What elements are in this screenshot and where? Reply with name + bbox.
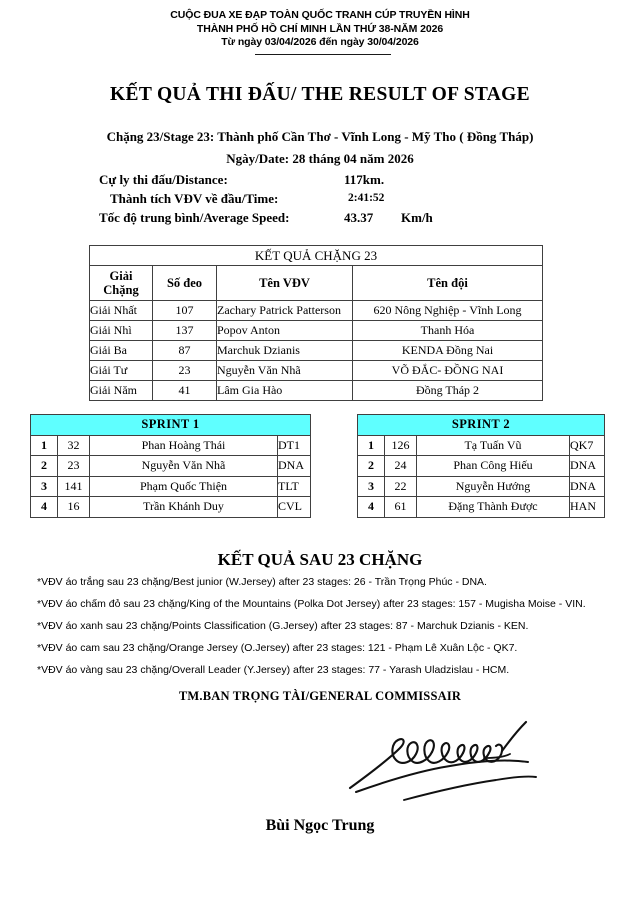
cell-name: Phạm Quốc Thiện	[90, 476, 278, 497]
table-row	[31, 497, 311, 518]
cell-position: 4	[31, 497, 58, 518]
table-row	[90, 301, 543, 321]
signature-role: TM.BAN TRỌNG TÀI/GENERAL COMMISSAIR	[178, 689, 462, 703]
result-table-title-row	[90, 246, 543, 266]
cell-position: 4	[358, 497, 385, 518]
cell-team: Đồng Tháp 2	[353, 381, 543, 401]
cell-position: 2	[31, 456, 58, 477]
cell-name: Popov Anton	[217, 321, 353, 341]
table-row	[31, 476, 311, 497]
jersey-line-yellow: *VĐV áo vàng sau 23 chặng/Overall Leader (Y.Jersey) after 23 stages: 77 - Yarash Uladzislau - HCM.	[37, 664, 510, 676]
result-table-header-row	[90, 266, 543, 301]
cell-team-code: CVL	[278, 497, 311, 518]
stat-time-value: 2:41:52	[348, 192, 385, 204]
result-table-title: KẾT QUẢ CHẶNG 23	[90, 246, 543, 266]
cell-bib: 23	[58, 456, 90, 477]
stat-time-label: Thành tích VĐV về đầu/Time:	[110, 191, 279, 206]
jersey-line-polka-dot: *VĐV áo chấm đỏ sau 23 chặng/King of the Mountains (Polka Dot Jersey) after 23 stages: 157 - Mugisha Moise - VIN.	[37, 598, 586, 610]
table-row	[90, 341, 543, 361]
cell-name: Nguyễn Hướng	[417, 476, 570, 497]
cell-bib: 32	[58, 435, 90, 456]
cell-team-code: HAN	[570, 497, 605, 518]
header-line-1: CUỘC ĐUA XE ĐẠP TOÀN QUỐC TRANH CÚP TRUYỀN HÌNH	[170, 9, 470, 21]
sprint-2-table	[357, 414, 605, 518]
cell-team: KENDA Đồng Nai	[353, 341, 543, 361]
cell-bib: 126	[385, 435, 417, 456]
cell-name: Lâm Gia Hào	[217, 381, 353, 401]
table-row	[31, 435, 311, 456]
cell-name: Nguyễn Văn Nhã	[217, 361, 353, 381]
signatory-name: Bùi Ngọc Trung	[265, 817, 375, 834]
table-row	[31, 456, 311, 477]
cell-bib: 23	[153, 361, 217, 381]
cell-team-code: QK7	[570, 435, 605, 456]
stat-distance-label: Cự ly thi đấu/Distance:	[99, 172, 228, 187]
cell-position: 1	[358, 435, 385, 456]
table-row	[358, 476, 605, 497]
header-divider	[255, 54, 391, 55]
table-row	[90, 361, 543, 381]
stage-date: Ngày/Date: 28 tháng 04 năm 2026	[226, 151, 414, 166]
cell-bib: 141	[58, 476, 90, 497]
table-row	[358, 435, 605, 456]
col-header-team: Tên đội	[353, 266, 543, 301]
cell-bib: 24	[385, 456, 417, 477]
cell-name: Tạ Tuấn Vũ	[417, 435, 570, 456]
sprint-2-title: SPRINT 2	[358, 415, 605, 436]
page-title: KẾT QUẢ THI ĐẤU/ THE RESULT OF STAGE	[110, 84, 530, 105]
col-header-rank	[90, 266, 153, 301]
cell-bib: 22	[385, 476, 417, 497]
table-row	[358, 497, 605, 518]
header-line-3: Từ ngày 03/04/2026 đến ngày 30/04/2026	[221, 36, 419, 48]
signature-image	[338, 710, 568, 815]
cell-bib: 61	[385, 497, 417, 518]
sprint-1-title: SPRINT 1	[31, 415, 311, 436]
sprint-2-title-row	[358, 415, 605, 436]
cell-name: Zachary Patrick Patterson	[217, 301, 353, 321]
stat-speed-label: Tốc độ trung bình/Average Speed:	[99, 210, 290, 225]
cell-position: 3	[31, 476, 58, 497]
cell-team-code: DNA	[570, 456, 605, 477]
jersey-line-orange: *VĐV áo cam sau 23 chặng/Orange Jersey (O.Jersey) after 23 stages: 121 - Phạm Lê Xuân Lộc - QK7.	[37, 642, 518, 654]
stat-distance-value: 117km.	[344, 172, 385, 187]
cell-name: Đặng Thành Được	[417, 497, 570, 518]
cell-bib: 87	[153, 341, 217, 361]
cell-bib: 41	[153, 381, 217, 401]
cell-team-code: DT1	[278, 435, 311, 456]
sprint-1-title-row	[31, 415, 311, 436]
cell-rank: Giải Ba	[90, 341, 153, 361]
standings-title: KẾT QUẢ SAU 23 CHẶNG	[217, 550, 423, 569]
cell-position: 2	[358, 456, 385, 477]
col-header-rank-line2: Chặng	[103, 283, 139, 297]
col-header-bib: Số đeo	[153, 266, 217, 301]
table-row	[358, 456, 605, 477]
stage-result-table	[89, 245, 543, 401]
col-header-name: Tên VĐV	[217, 266, 353, 301]
stat-speed-value: 43.37	[344, 210, 374, 225]
table-row	[90, 381, 543, 401]
cell-rank: Giải Năm	[90, 381, 153, 401]
jersey-line-white: *VĐV áo trắng sau 23 chặng/Best junior (W.Jersey) after 23 stages: 26 - Trần Trọng Phúc - DNA.	[37, 576, 487, 588]
cell-team-code: TLT	[278, 476, 311, 497]
stat-time	[99, 189, 549, 208]
stat-distance	[99, 170, 549, 189]
header-line-2: THÀNH PHỐ HỒ CHÍ MINH LẦN THỨ 38-NĂM 2026	[196, 22, 444, 35]
stage-stats	[99, 170, 549, 227]
cell-team-code: DNA	[278, 456, 311, 477]
jersey-standings-list	[37, 571, 612, 681]
cell-name: Marchuk Dzianis	[217, 341, 353, 361]
cell-bib: 137	[153, 321, 217, 341]
col-header-rank-line1: Giải	[109, 269, 133, 283]
jersey-line-green: *VĐV áo xanh sau 23 chặng/Points Classification (G.Jersey) after 23 stages: 87 - Marchuk Dzianis - KEN.	[37, 620, 529, 632]
cell-bib: 16	[58, 497, 90, 518]
stat-speed-unit: Km/h	[401, 210, 433, 225]
cell-name: Phan Hoàng Thái	[90, 435, 278, 456]
document-header	[0, 9, 640, 50]
cell-rank: Giải Nhì	[90, 321, 153, 341]
cell-bib: 107	[153, 301, 217, 321]
cell-name: Nguyễn Văn Nhã	[90, 456, 278, 477]
cell-team: VÕ ĐẮC- ĐỒNG NAI	[353, 361, 543, 381]
cell-rank: Giải Tư	[90, 361, 153, 381]
sprint-1-table	[30, 414, 311, 518]
stage-subtitle: Chặng 23/Stage 23: Thành phố Cần Thơ - Vĩnh Long - Mỹ Tho ( Đồng Tháp)	[106, 129, 534, 144]
cell-rank: Giải Nhất	[90, 301, 153, 321]
cell-name: Phan Công Hiếu	[417, 456, 570, 477]
cell-team: 620 Nông Nghiệp - Vĩnh Long	[353, 301, 543, 321]
cell-position: 3	[358, 476, 385, 497]
cell-name: Trần Khánh Duy	[90, 497, 278, 518]
cell-team: Thanh Hóa	[353, 321, 543, 341]
stat-speed	[99, 208, 549, 227]
table-row	[90, 321, 543, 341]
cell-position: 1	[31, 435, 58, 456]
cell-team-code: DNA	[570, 476, 605, 497]
